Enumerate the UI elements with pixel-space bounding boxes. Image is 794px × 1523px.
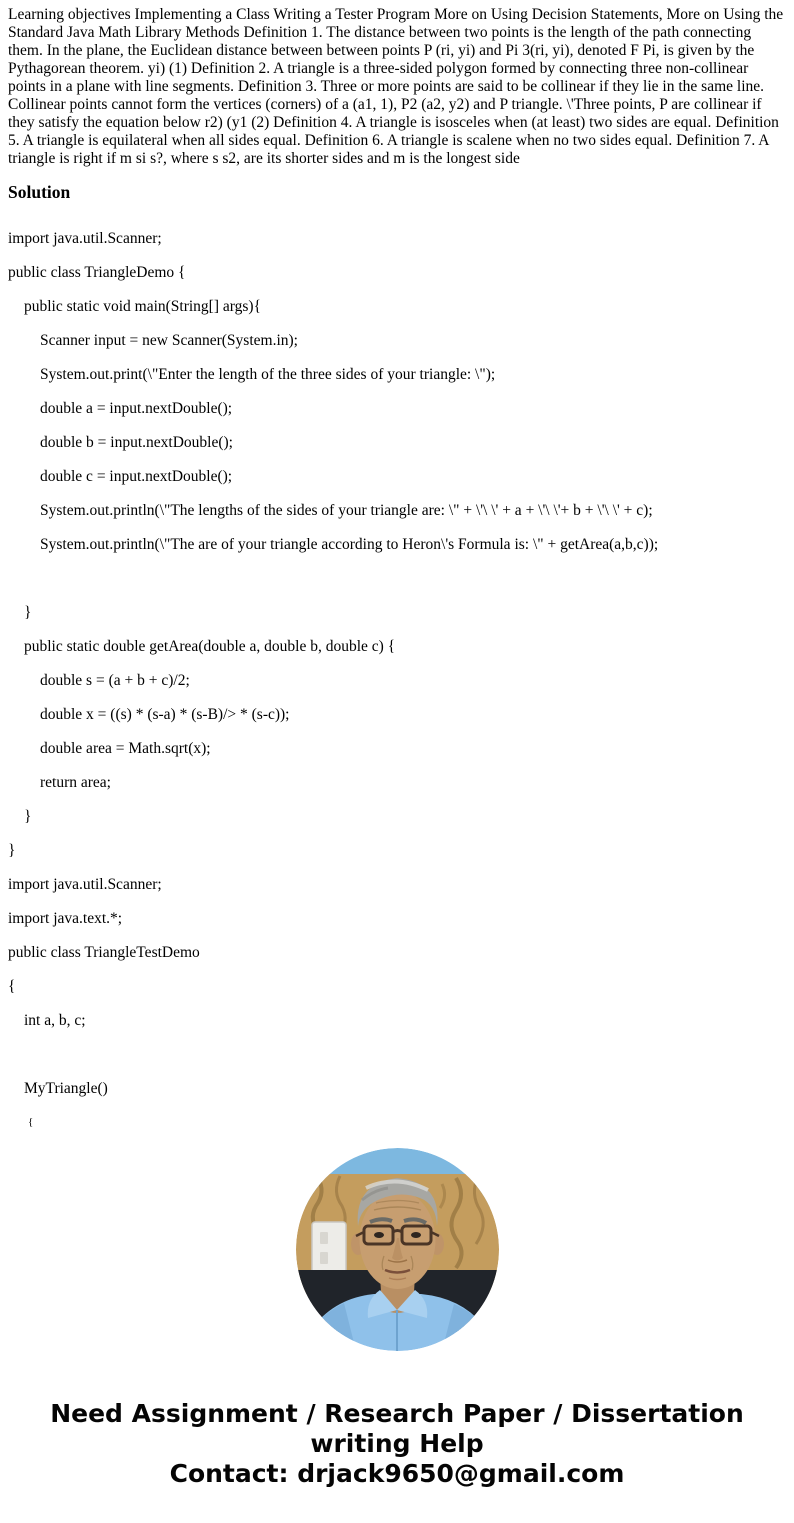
code-line: public class TriangleDemo { <box>8 264 186 281</box>
code-line: double b = input.nextDouble(); <box>40 434 233 451</box>
footer-line-2: writing Help <box>310 1429 484 1458</box>
code-line: double s = (a + b + c)/2; <box>40 672 190 689</box>
solution-heading: Solution <box>8 182 71 202</box>
code-line: MyTriangle() <box>24 1080 108 1097</box>
code-line: public static double getArea(double a, double b, double c) { <box>24 638 396 655</box>
code-line: public static void main(String[] args){ <box>24 298 262 315</box>
code-line-blank <box>8 1046 786 1063</box>
code-line: System.out.print(\"Enter the length of the three sides of your triangle: \"); <box>40 366 496 383</box>
footer-banner <box>8 1399 786 1489</box>
code-line: public class TriangleTestDemo <box>8 944 200 961</box>
footer-contact-email: Contact: drjack9650@gmail.com <box>169 1459 625 1488</box>
code-line: { <box>8 978 16 995</box>
code-line: double x = ((s) * (s-a) * (s-B)/> * (s-c)); <box>40 706 290 723</box>
code-line-clipped-brace: { <box>28 1116 34 1128</box>
footer-line-1: Need Assignment / Research Paper / Dissertation <box>50 1399 744 1428</box>
code-listing <box>8 230 786 1131</box>
code-line: int a, b, c; <box>24 1012 86 1029</box>
code-line: double area = Math.sqrt(x); <box>40 740 211 757</box>
code-line: System.out.println(\"The lengths of the sides of your triangle are: \" + \'\ \' + a + \'\ \'+ b + \'\ \' + c); <box>40 502 653 519</box>
learning-objectives-paragraph: Learning objectives Implementing a Class Writing a Tester Program More on Using Decision Statements, More on Using the Standard Java Math Library Methods Definition 1. The distance between two points is the length of the path connecting them. In the plane, the Euclidean distance between between points P (ri, yi) and Pi 3(ri, yi), denoted F Pi, is given by the Pythagorean theorem. yi) (1) Definition 2. A triangle is a three-sided polygon formed by connecting three non-collinear points in a plane with line segments. Definition 3. Three or more points are said to be collinear if they lie in the same line. Collinear points cannot form the vertices (corners) of a (a1, 1), P2 (a2, y2) and P triangle. \'Three points, P are collinear if they satisfy the equation below r2) (y1 (2) Definition 4. A triangle is isosceles when (at least) two sides are equal. Definition 5. A triangle is equilateral when all sides equal. Definition 6. A triangle is scalene when no two sides equal. Definition 7. A triangle is right if m si s?, where s s2, are its shorter sides and m is the longest side <box>8 6 784 167</box>
code-line: return area; <box>40 774 111 791</box>
code-line: import java.util.Scanner; <box>8 876 162 893</box>
code-line: Scanner input = new Scanner(System.in); <box>40 332 298 349</box>
code-line: } <box>24 604 32 621</box>
code-line: import java.util.Scanner; <box>8 230 162 247</box>
code-line: System.out.println(\"The are of your triangle according to Heron\'s Formula is: \" + getArea(a,b,c)); <box>40 536 659 553</box>
code-line: } <box>8 842 16 859</box>
code-line: import java.text.*; <box>8 910 123 927</box>
instructor-photo <box>296 1148 499 1351</box>
person-avatar-graphic <box>296 1148 499 1351</box>
code-line: double c = input.nextDouble(); <box>40 468 233 485</box>
code-line-blank <box>8 570 786 587</box>
code-line: double a = input.nextDouble(); <box>40 400 233 417</box>
code-line: } <box>24 808 32 825</box>
